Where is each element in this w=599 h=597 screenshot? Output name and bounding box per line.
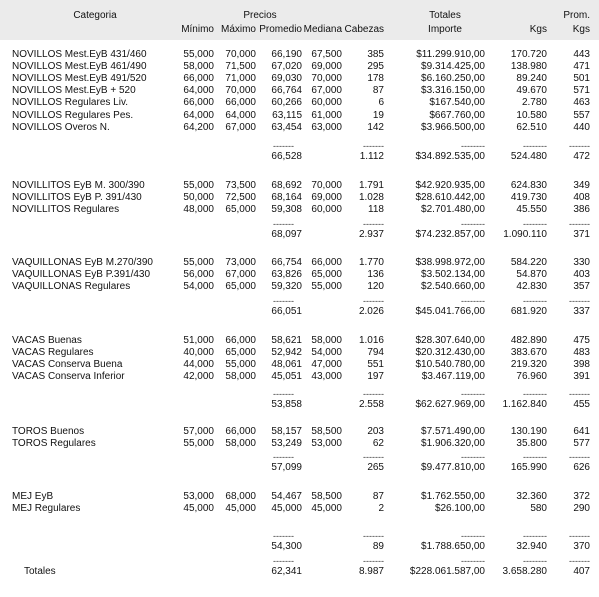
cell-pk: 372 — [573, 491, 590, 502]
subtotal-cabezas: 1.112 — [359, 151, 384, 162]
cell-min: 44,000 — [183, 359, 214, 371]
cell-min: 66,000 — [183, 73, 214, 85]
cell-med: 47,000 — [311, 359, 342, 371]
separator-dashes: -------- — [461, 452, 485, 462]
cell-cat: MEJ EyB — [12, 491, 54, 502]
subtotal-cabezas: 265 — [367, 462, 384, 473]
totals-cabezas: 8.987 — [358, 566, 384, 577]
cell-kgs: 2.780 — [521, 97, 547, 109]
subtotal-cabezas: 2.558 — [358, 399, 384, 410]
cell-cat: NOVILLITOS EyB P. 391/430 — [12, 192, 142, 204]
cell-pk: 408 — [573, 192, 590, 204]
subtotal-cabezas: 2.026 — [358, 306, 384, 317]
cell-med: 58,500 — [311, 491, 342, 502]
cell-imp: $3.966.500,00 — [421, 121, 485, 133]
cell-med: 55,000 — [311, 281, 342, 293]
separator-dashes: ------- — [363, 556, 384, 566]
subtotal-prom-kgs: 370 — [573, 541, 590, 552]
cell-min: 40,000 — [183, 347, 214, 359]
cell-pk: 443 — [573, 49, 590, 60]
cell-prom: 59,308 — [271, 204, 302, 216]
cell-prom: 45,051 — [271, 371, 302, 383]
cell-pk: 463 — [573, 97, 590, 109]
cell-kgs: 42.830 — [516, 281, 547, 293]
cell-max: 71,000 — [225, 73, 256, 85]
cell-pk: 571 — [573, 85, 590, 97]
separator-dashes: ------- — [569, 296, 590, 306]
cell-cat: NOVILLOS Mest.EyB 431/460 — [12, 49, 147, 60]
separator-dashes: ------- — [273, 141, 294, 151]
cell-prom: 63,826 — [271, 269, 302, 281]
cell-imp: $20.312.430,00 — [415, 347, 485, 359]
subtotal-promedio: 66,528 — [271, 151, 302, 162]
cell-prom: 54,467 — [271, 491, 302, 502]
cell-max: 58,000 — [225, 371, 256, 383]
cell-min: 57,000 — [183, 426, 214, 437]
cell-imp: $28.307.640,00 — [415, 335, 485, 346]
cell-min: 64,200 — [183, 121, 214, 133]
cell-cab: 6 — [378, 97, 384, 109]
cell-cat: VACAS Conserva Inferior — [12, 371, 125, 383]
cell-kgs: 10.580 — [516, 109, 547, 121]
cell-max: 58,000 — [225, 438, 256, 450]
cell-pk: 577 — [573, 438, 590, 450]
cell-max: 73,000 — [225, 257, 256, 268]
cell-cat: NOVILLOS Mest.EyB + 520 — [12, 85, 136, 97]
cell-max: 71,500 — [225, 61, 256, 73]
cell-pk: 386 — [573, 204, 590, 216]
cell-prom: 58,157 — [271, 426, 302, 437]
cell-min: 50,000 — [183, 192, 214, 204]
cell-cab: 87 — [372, 491, 384, 502]
cell-pk: 403 — [573, 269, 590, 281]
separator-dashes: ------- — [363, 141, 384, 151]
table-header — [0, 0, 599, 40]
cell-min: 54,000 — [183, 281, 214, 293]
cell-imp: $42.920.935,00 — [415, 180, 485, 191]
cell-med: 58,500 — [311, 426, 342, 437]
cell-max: 66,000 — [225, 97, 256, 109]
cell-cat: NOVILLOS Regulares Liv. — [12, 97, 128, 109]
separator-dashes: ------- — [569, 141, 590, 151]
cell-med: 66,000 — [311, 257, 342, 268]
separator-dashes: -------- — [523, 452, 547, 462]
cell-cab: 1.770 — [358, 257, 384, 268]
cell-cab: 2 — [378, 503, 384, 515]
subtotal-prom-kgs: 455 — [573, 399, 590, 410]
cell-imp: $1.906.320,00 — [421, 438, 485, 450]
cell-kgs: 482.890 — [510, 335, 547, 346]
cell-cab: 118 — [368, 204, 384, 216]
cell-max: 70,000 — [225, 49, 256, 60]
cell-kgs: 580 — [530, 503, 547, 515]
cell-pk: 483 — [573, 347, 590, 359]
cell-cab: 19 — [372, 109, 384, 121]
cell-med: 43,000 — [311, 371, 342, 383]
cell-pk: 641 — [573, 426, 590, 437]
cell-kgs: 383.670 — [510, 347, 547, 359]
cell-imp: $38.998.972,00 — [415, 257, 485, 268]
cell-imp: $3.467.119,00 — [421, 371, 485, 383]
cell-kgs: 624.830 — [510, 180, 547, 191]
header-prom-kgs: Kgs — [572, 24, 590, 35]
separator-dashes: ------- — [273, 452, 294, 462]
separator-dashes: ------- — [569, 452, 590, 462]
cell-pk: 357 — [573, 281, 590, 293]
cell-max: 68,000 — [225, 491, 256, 502]
cell-cat: VACAS Conserva Buena — [12, 359, 123, 371]
cell-imp: $26.100,00 — [434, 503, 485, 515]
cell-med: 69,000 — [311, 61, 342, 73]
cell-pk: 440 — [573, 121, 590, 133]
separator-dashes: ------- — [363, 389, 384, 399]
cell-max: 72,500 — [225, 192, 256, 204]
cell-prom: 53,249 — [271, 438, 302, 450]
cell-pk: 349 — [573, 180, 590, 191]
separator-dashes: ------- — [273, 556, 294, 566]
header-cabezas: Cabezas — [344, 24, 384, 35]
subtotal-prom-kgs: 626 — [573, 462, 590, 473]
cell-kgs: 35.800 — [516, 438, 547, 450]
totals-prom-kgs: 407 — [573, 566, 590, 577]
cell-med: 60,000 — [311, 97, 342, 109]
cell-kgs: 219.320 — [510, 359, 547, 371]
subtotal-importe: $74.232.857,00 — [415, 229, 485, 240]
cell-prom: 68,164 — [271, 192, 302, 204]
cell-imp: $3.316.150,00 — [421, 85, 485, 97]
cell-min: 64,000 — [183, 109, 214, 121]
subtotal-promedio: 53,858 — [271, 399, 302, 410]
header-mediana: Mediana — [303, 24, 342, 35]
cell-kgs: 130.190 — [510, 426, 547, 437]
cell-prom: 59,320 — [271, 281, 302, 293]
cell-cat: NOVILLOS Mest.EyB 491/520 — [12, 73, 147, 85]
cell-cat: VAQUILLONAS EyB M.270/390 — [12, 257, 153, 268]
cell-cab: 142 — [367, 121, 384, 133]
header-kgs: Kgs — [529, 24, 547, 35]
separator-dashes: -------- — [461, 389, 485, 399]
cell-max: 70,000 — [225, 85, 256, 97]
header-maximo: Máximo — [220, 24, 256, 35]
cell-imp: $2.540.660,00 — [421, 281, 485, 293]
cell-pk: 290 — [573, 503, 590, 515]
totals-kgs: 3.658.280 — [502, 566, 547, 577]
separator-dashes: ------- — [569, 389, 590, 399]
separator-dashes: -------- — [523, 219, 547, 229]
cell-med: 58,000 — [311, 335, 342, 346]
cell-prom: 63,454 — [271, 121, 302, 133]
cell-max: 65,000 — [225, 281, 256, 293]
cell-med: 70,000 — [311, 180, 342, 191]
cell-pk: 475 — [573, 335, 590, 346]
cell-imp: $167.540,00 — [429, 97, 485, 109]
separator-dashes: ------- — [569, 556, 590, 566]
cell-med: 53,000 — [311, 438, 342, 450]
cell-imp: $9.314.425,00 — [421, 61, 485, 73]
cell-cat: NOVILLITOS EyB M. 300/390 — [12, 180, 145, 191]
header-promedio: Promedio — [259, 24, 302, 35]
subtotal-importe: $1.788.650,00 — [421, 541, 485, 552]
cell-med: 63,000 — [311, 121, 342, 133]
cell-prom: 58,621 — [271, 335, 302, 346]
subtotal-kgs: 1.090.110 — [503, 229, 547, 240]
cell-prom: 66,764 — [271, 85, 302, 97]
cell-imp: $10.540.780,00 — [415, 359, 485, 371]
cell-min: 66,000 — [183, 97, 214, 109]
cell-max: 66,000 — [225, 335, 256, 346]
cell-med: 65,000 — [311, 269, 342, 281]
separator-dashes: ------- — [273, 219, 294, 229]
subtotal-kgs: 681.920 — [510, 306, 547, 317]
separator-dashes: -------- — [523, 531, 547, 541]
cell-cab: 551 — [367, 359, 384, 371]
cell-cab: 295 — [367, 61, 384, 73]
cell-cat: TOROS Buenos — [12, 426, 85, 437]
cell-cab: 62 — [372, 438, 384, 450]
cell-max: 64,000 — [225, 109, 256, 121]
cell-pk: 330 — [573, 257, 590, 268]
cell-prom: 67,020 — [271, 61, 302, 73]
cell-med: 70,000 — [311, 73, 342, 85]
separator-dashes: ------- — [363, 452, 384, 462]
separator-dashes: -------- — [461, 556, 485, 566]
separator-dashes: ------- — [569, 531, 590, 541]
subtotal-kgs: 32.940 — [516, 541, 547, 552]
header-totales: Totales — [429, 10, 461, 21]
header-precios: Precios — [243, 10, 277, 21]
cell-kgs: 76.960 — [516, 371, 547, 383]
cell-imp: $2.701.480,00 — [421, 204, 485, 216]
cell-min: 42,000 — [183, 371, 214, 383]
subtotal-kgs: 1.162.840 — [502, 399, 547, 410]
separator-dashes: -------- — [523, 389, 547, 399]
subtotal-importe: $34.892.535,00 — [415, 151, 485, 162]
separator-dashes: -------- — [461, 531, 485, 541]
cell-imp: $11.299.910,00 — [416, 49, 485, 60]
separator-dashes: -------- — [461, 219, 485, 229]
cell-min: 55,000 — [183, 49, 214, 60]
cell-kgs: 49.670 — [516, 85, 547, 97]
cell-med: 54,000 — [311, 347, 342, 359]
cell-kgs: 170.720 — [510, 49, 547, 60]
cell-max: 67,000 — [225, 269, 256, 281]
cell-pk: 557 — [573, 109, 590, 121]
cell-cat: NOVILLITOS Regulares — [12, 204, 120, 216]
cell-prom: 66,754 — [271, 257, 302, 268]
separator-dashes: ------- — [363, 296, 384, 306]
subtotal-importe: $62.627.969,00 — [415, 399, 485, 410]
subtotal-promedio: 66,051 — [271, 306, 302, 317]
separator-dashes: -------- — [461, 296, 485, 306]
cell-pk: 471 — [573, 61, 590, 73]
cell-min: 55,000 — [183, 257, 214, 268]
cell-med: 45,000 — [311, 503, 342, 515]
cell-imp: $667.760,00 — [429, 109, 485, 121]
cell-imp: $6.160.250,00 — [421, 73, 485, 85]
separator-dashes: ------- — [273, 296, 294, 306]
cell-prom: 45,000 — [271, 503, 302, 515]
cell-cab: 794 — [367, 347, 384, 359]
header-minimo: Mínimo — [181, 24, 214, 35]
totals-promedio: 62,341 — [271, 566, 302, 577]
cell-imp: $1.762.550,00 — [421, 491, 485, 502]
separator-dashes: ------- — [363, 531, 384, 541]
cell-kgs: 62.510 — [516, 121, 547, 133]
cell-prom: 66,190 — [271, 49, 302, 60]
cell-prom: 68,692 — [271, 180, 302, 191]
cell-cab: 120 — [367, 281, 384, 293]
cell-min: 64,000 — [183, 85, 214, 97]
cell-max: 55,000 — [225, 359, 256, 371]
subtotal-prom-kgs: 337 — [573, 306, 590, 317]
subtotal-importe: $45.041.766,00 — [415, 306, 485, 317]
cell-max: 45,000 — [225, 503, 256, 515]
cell-cab: 1.016 — [358, 335, 384, 346]
cell-cab: 385 — [367, 49, 384, 60]
cell-prom: 63,115 — [272, 109, 302, 121]
cell-cat: VAQUILLONAS EyB P.391/430 — [12, 269, 151, 281]
cell-cat: MEJ Regulares — [12, 503, 81, 515]
cell-pk: 501 — [573, 73, 590, 85]
cell-cab: 197 — [367, 371, 384, 383]
cell-cab: 1.028 — [358, 192, 384, 204]
cell-min: 58,000 — [183, 61, 214, 73]
cell-kgs: 138.980 — [510, 61, 547, 73]
cell-min: 56,000 — [183, 269, 214, 281]
subtotal-kgs: 165.990 — [510, 462, 547, 473]
totals-importe: $228.061.587,00 — [409, 566, 485, 577]
cell-kgs: 89.240 — [516, 73, 547, 85]
cell-med: 60,000 — [311, 204, 342, 216]
cell-med: 61,000 — [311, 109, 342, 121]
separator-dashes: ------- — [363, 219, 384, 229]
cell-max: 65,000 — [225, 204, 256, 216]
subtotal-promedio: 54,300 — [271, 541, 302, 552]
subtotal-kgs: 524.480 — [510, 151, 547, 162]
subtotal-promedio: 68,097 — [271, 229, 302, 240]
cell-imp: $7.571.490,00 — [421, 426, 485, 437]
cell-kgs: 54.870 — [516, 269, 547, 281]
cell-prom: 48,061 — [271, 359, 302, 371]
cell-max: 67,000 — [225, 121, 256, 133]
header-categoria: Categoria — [73, 10, 117, 21]
cell-max: 65,000 — [225, 347, 256, 359]
subtotal-cabezas: 2.937 — [358, 229, 384, 240]
subtotal-cabezas: 89 — [372, 541, 384, 552]
cell-imp: $28.610.442,00 — [415, 192, 485, 204]
subtotal-prom-kgs: 472 — [573, 151, 590, 162]
cell-cat: VACAS Buenas — [12, 335, 82, 346]
cell-cab: 178 — [367, 73, 384, 85]
cell-min: 48,000 — [183, 204, 214, 216]
cell-cat: VAQUILLONAS Regulares — [12, 281, 131, 293]
separator-dashes: -------- — [523, 296, 547, 306]
cell-cab: 136 — [367, 269, 384, 281]
cell-min: 51,000 — [183, 335, 214, 346]
cell-cat: TOROS Regulares — [12, 438, 96, 450]
cell-min: 53,000 — [183, 491, 214, 502]
cell-cab: 87 — [372, 85, 384, 97]
separator-dashes: -------- — [523, 556, 547, 566]
cell-cab: 203 — [367, 426, 384, 437]
cell-med: 67,000 — [311, 85, 342, 97]
cell-prom: 52,942 — [271, 347, 302, 359]
cell-cat: NOVILLOS Mest.EyB 461/490 — [12, 61, 147, 73]
cell-prom: 69,030 — [271, 73, 302, 85]
cell-cat: VACAS Regulares — [12, 347, 94, 359]
cell-pk: 391 — [573, 371, 590, 383]
cell-min: 55,000 — [183, 438, 214, 450]
cell-cab: 1.791 — [358, 180, 384, 191]
cell-cat: NOVILLOS Overos N. — [12, 121, 110, 133]
totals-label: Totales — [24, 566, 56, 577]
cell-med: 67,500 — [311, 49, 342, 60]
subtotal-importe: $9.477.810,00 — [421, 462, 485, 473]
cell-min: 55,000 — [183, 180, 214, 191]
separator-dashes: -------- — [461, 141, 485, 151]
cell-max: 66,000 — [225, 426, 256, 437]
header-importe: Importe — [428, 24, 462, 35]
cell-pk: 398 — [573, 359, 590, 371]
separator-dashes: -------- — [523, 141, 547, 151]
subtotal-promedio: 57,099 — [271, 462, 302, 473]
cell-max: 73,500 — [225, 180, 256, 191]
header-prom: Prom. — [563, 10, 590, 21]
cell-med: 69,000 — [311, 192, 342, 204]
cell-kgs: 32.360 — [516, 491, 547, 502]
separator-dashes: ------- — [273, 531, 294, 541]
subtotal-prom-kgs: 371 — [573, 229, 590, 240]
cell-kgs: 584.220 — [510, 257, 547, 268]
cell-cat: NOVILLOS Regulares Pes. — [12, 109, 134, 121]
separator-dashes: ------- — [273, 389, 294, 399]
cell-prom: 60,266 — [271, 97, 302, 109]
cell-min: 45,000 — [183, 503, 214, 515]
separator-dashes: ------- — [569, 219, 590, 229]
cell-kgs: 45.550 — [516, 204, 547, 216]
cell-imp: $3.502.134,00 — [421, 269, 485, 281]
cell-kgs: 419.730 — [510, 192, 547, 204]
